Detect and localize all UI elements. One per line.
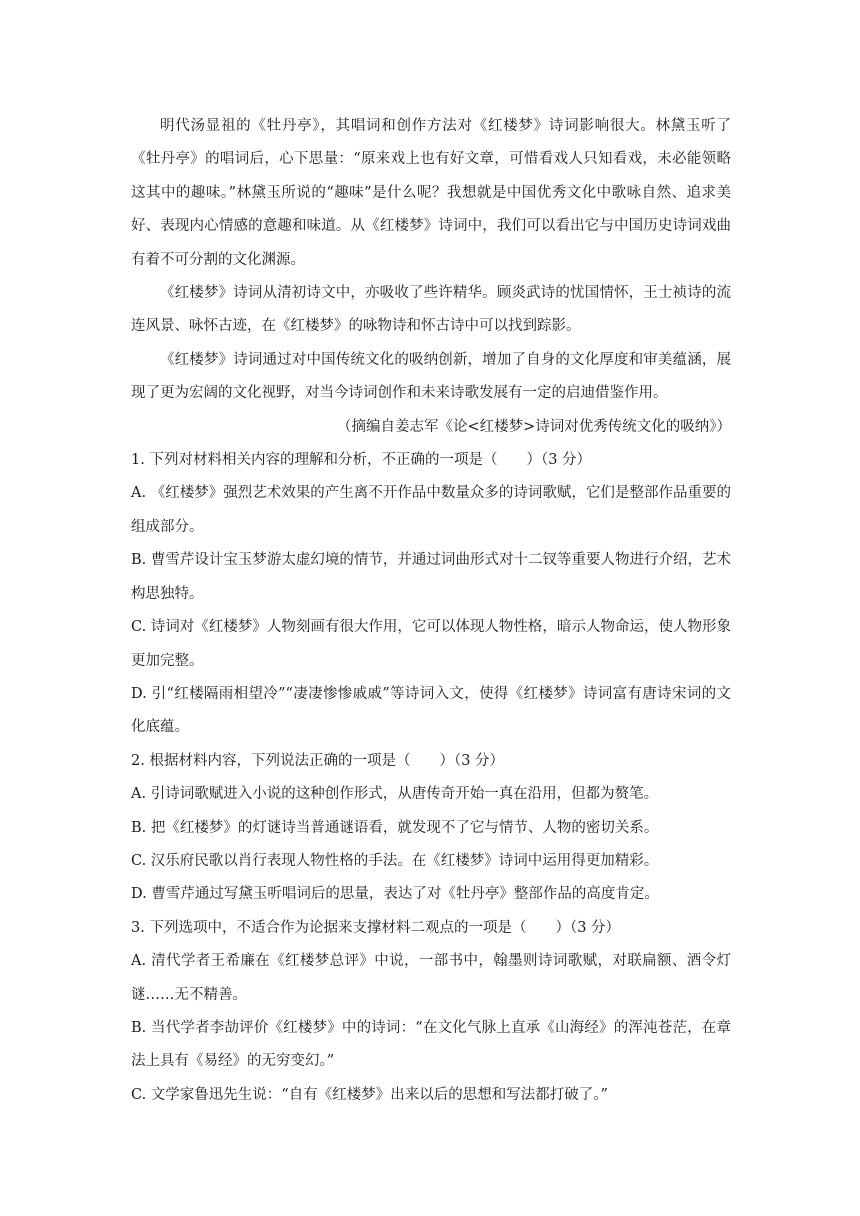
- question-1: [131, 444, 731, 745]
- question-3: [131, 912, 731, 1112]
- question-2: [131, 745, 731, 912]
- option-b: B. 曹雪芹设计宝玉梦游太虚幻境的情节，并通过词曲形式对十二钗等重要人物进行介绍，艺术构思独特。: [131, 552, 731, 602]
- option-d: D. 引“红楼隔雨相望冷”“凄凄惨惨戚戚”等诗词入文，使得《红楼梦》诗词富有唐诗宋词的文化底蕴。: [131, 685, 731, 736]
- option-c: C. 诗词对《红楼梦》人物刻画有很大作用，它可以体现人物性格，暗示人物命运，使人物形象更加完整。: [131, 619, 731, 669]
- passage-paragraph-2: 《红楼梦》诗词从清初诗文中，亦吸收了些许精华。顾炎武诗的忧国情怀，王士祯诗的流连风景、咏怀古迹，在《红楼梦》的咏物诗和怀古诗中可以找到踪影。: [131, 285, 731, 335]
- option-b: B. 把《红楼梦》的灯谜诗当普通谜语看，就发现不了它与情节、人物的密切关系。: [131, 819, 659, 836]
- question-stem: 3. 下列选项中，不适合作为论据来支撑材料二观点的一项是（ ）（3 分）: [131, 919, 621, 936]
- document-page: [131, 110, 731, 1112]
- option-b: B. 当代学者李劼评价《红楼梦》中的诗词：“在文化气脉上直承《山海经》的浑沌苍茫，在章法上具有《易经》的无穷变幻。”: [131, 1019, 731, 1070]
- option-d: D. 曹雪芹通过写黛玉听唱词后的思量，表达了对《牡丹亭》整部作品的高度肯定。: [131, 886, 659, 903]
- option-c: C. 汉乐府民歌以肖行表现人物性格的手法。在《红楼梦》诗词中运用得更加精彩。: [131, 852, 659, 869]
- question-stem: 1. 下列对材料相关内容的理解和分析，不正确的一项是（ ）（3 分）: [131, 452, 592, 469]
- option-c: C. 文学家鲁迅先生说：“自有《红楼梦》出来以后的思想和写法都打破了。”: [131, 1086, 608, 1103]
- option-a: A. 《红楼梦》强烈艺术效果的产生离不开作品中数量众多的诗词歌赋，它们是整部作品重要的组成部分。: [131, 485, 731, 535]
- passage-source: （摘编自姜志军《论<红楼梦>诗词对优秀传统文化的吸纳》）: [336, 418, 731, 435]
- option-a: A. 引诗词歌赋进入小说的这种创作形式，从唐传奇开始一真在沿用，但都为赘笔。: [131, 786, 659, 803]
- option-a: A. 清代学者王希廉在《红楼梦总评》中说，一部书中，翰墨则诗词歌赋，对联扁额、酒令灯谜……无不精善。: [131, 953, 731, 1003]
- passage-paragraph-1: 明代汤显祖的《牡丹亭》，其唱词和创作方法对《红楼梦》诗词影响很大。林黛玉听了《牡丹亭》的唱词后，心下思量：“原来戏上也有好文章，可惜看戏人只知看戏，未必能领略这其中的趣味。”林黛玉所说的“趣味”是什么呢？我想就是中国优秀文化中歌咏自然、追求美好、表现内心情感的意趣和味道。从《红楼梦》诗词中，我们可以看出它与中国历史诗词戏曲有着不可分割的文化渊源。: [131, 118, 731, 268]
- passage-paragraph-3: 《红楼梦》诗词通过对中国传统文化的吸纳创新，增加了自身的文化厚度和审美蕴涵，展现了更为宏阔的文化视野，对当今诗词创作和未来诗歌发展有一定的启迪借鉴作用。: [131, 351, 731, 402]
- question-stem: 2. 根据材料内容，下列说法正确的一项是（ ）（3 分）: [131, 752, 505, 769]
